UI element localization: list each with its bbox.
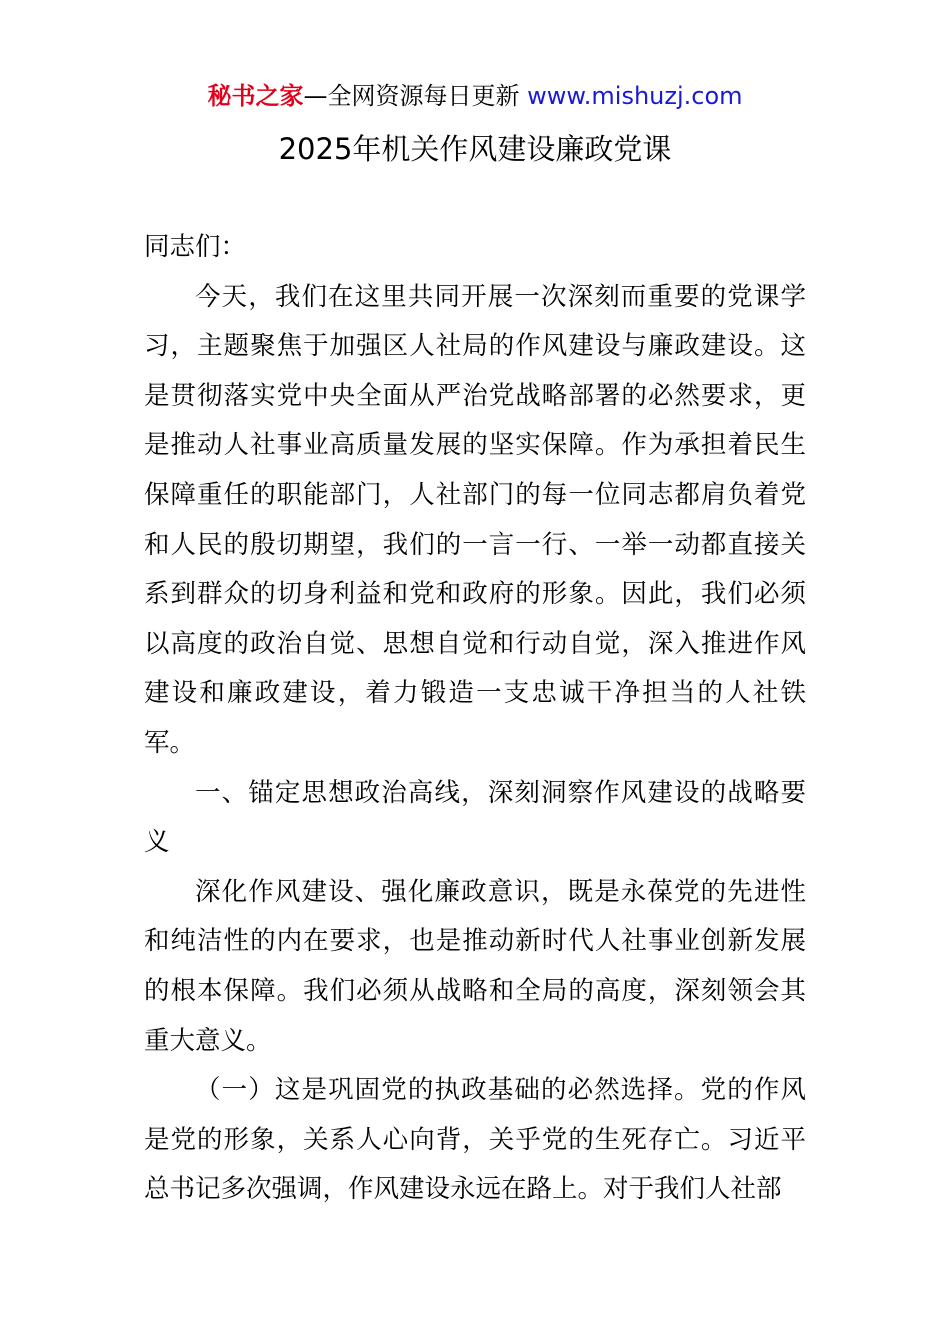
paragraph-subsection-1: （一）这是巩固党的执政基础的必然选择。党的作风是党的形象，关系人心向背，关乎党的生死存亡。习近平总书记多次强调，作风建设永远在路上。对于我们人社部 (144, 1075, 806, 1205)
paragraph-intro: 今天，我们在这里共同开展一次深刻而重要的党课学习，主题聚焦于加强区人社局的作风建设与廉政建设。这是贯彻落实党中央全面从严治党战略部署的必然要求，更是推动人社事业高质量发展的坚实保障。作为承担着民生保障重任的职能部门，人社部门的每一位同志都肩负着党和人民的殷切期望，我们的一言一行、一举一动都直接关系到群众的切身利益和党和政府的形象。因此，我们必须以高度的政治自觉、思想自觉和行动自觉，深入推进作风建设和廉政建设，着力锻造一支忠诚干净担当的人社铁军。 (144, 281, 806, 758)
section-heading-1: 一、锚定思想政治高线，深刻洞察作风建设的战略要义 (144, 777, 806, 858)
site-tagline: —全网资源每日更新 (303, 82, 520, 110)
site-header (0, 80, 950, 112)
greeting: 同志们： (144, 232, 247, 262)
document-body (144, 223, 806, 1215)
paragraph-section-1: 深化作风建设、强化廉政意识，既是永葆党的先进性和纯洁性的内在要求，也是推动新时代人社事业创新发展的根本保障。我们必须从战略和全局的高度，深刻领会其重大意义。 (144, 876, 806, 1056)
site-brand: 秘书之家 (207, 82, 304, 110)
document-title: 2025年机关作风建设廉政党课 (278, 132, 672, 166)
site-url-link[interactable]: www.mishuzj.com (527, 82, 743, 110)
